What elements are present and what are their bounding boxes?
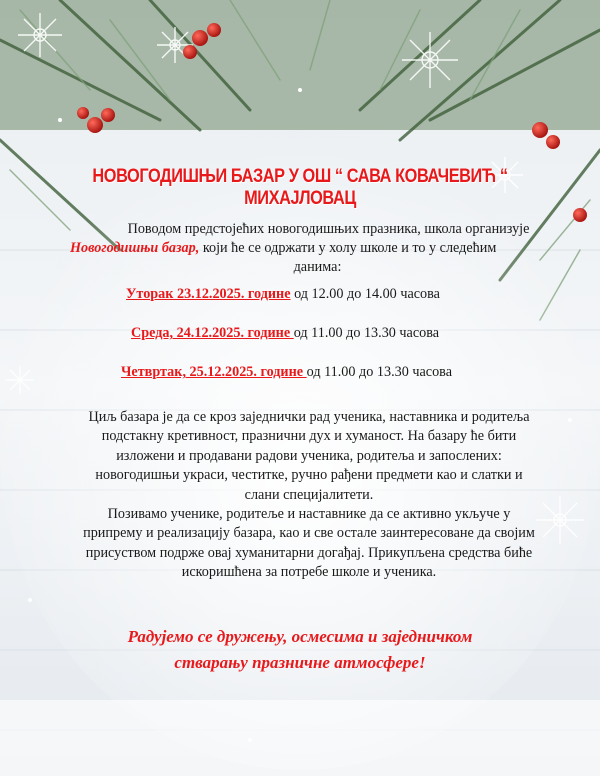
closing-message [60, 624, 540, 676]
schedule-time: од 11.00 до 13.30 часова [293, 325, 440, 341]
intro-line-1: Поводом предстојећих новогодишњих празника, школа организује [127, 221, 530, 237]
schedule-date: Среда, 24.12.2025. године [131, 325, 294, 341]
description [78, 408, 540, 583]
schedule-day [131, 325, 439, 342]
paragraph-invitation: Позивамо ученике, родитеље и наставнике да се активно укључе у припрему и реализацију базара, као и све остале заинтересоване да својим присуством подрже овај хуманитарни догађај. Прикупљена средства биће искоришћена за потребе школе и ученика. [83, 506, 535, 581]
schedule-day [126, 286, 440, 303]
intro-text [70, 220, 545, 277]
paragraph-goal: Циљ базара је да се кроз заједнички рад ученика, наставника и родитеља подстакну кретивност, празнични дух и хуманост. На базару ће бити изложени и продавани радови ученика, родитеља и запослених: новогодишњи украси, честитке, ручно рађени предмети као и слатки и слани специјалитети. [88, 409, 530, 503]
poster-title: НОВОГОДИШЊИ БАЗАР У ОШ “ САВА КОВАЧЕВИЋ “ МИХАЈЛОВАЦ [92, 166, 508, 209]
intro-line-3: данима: [293, 259, 342, 275]
bazaar-highlight: Новогодишњи базар, [70, 240, 200, 256]
intro-line-2-rest: који ће се одржати у холу школе и то у следећим [199, 240, 497, 256]
closing-line-1: Радујемо се дружењу, осмесима и заједничком [127, 627, 473, 646]
schedule-date: Уторак 23.12.2025. године [126, 286, 291, 302]
schedule-date: Четвртак, 25.12.2025. године [121, 364, 307, 380]
intro-line-2 [70, 239, 545, 258]
schedule-day [121, 364, 452, 381]
closing-line-2: стварању празничне атмосфере! [174, 653, 426, 672]
schedule-time: од 12.00 до 14.00 часова [290, 286, 440, 302]
schedule-time: од 11.00 до 13.30 часова [306, 364, 452, 380]
